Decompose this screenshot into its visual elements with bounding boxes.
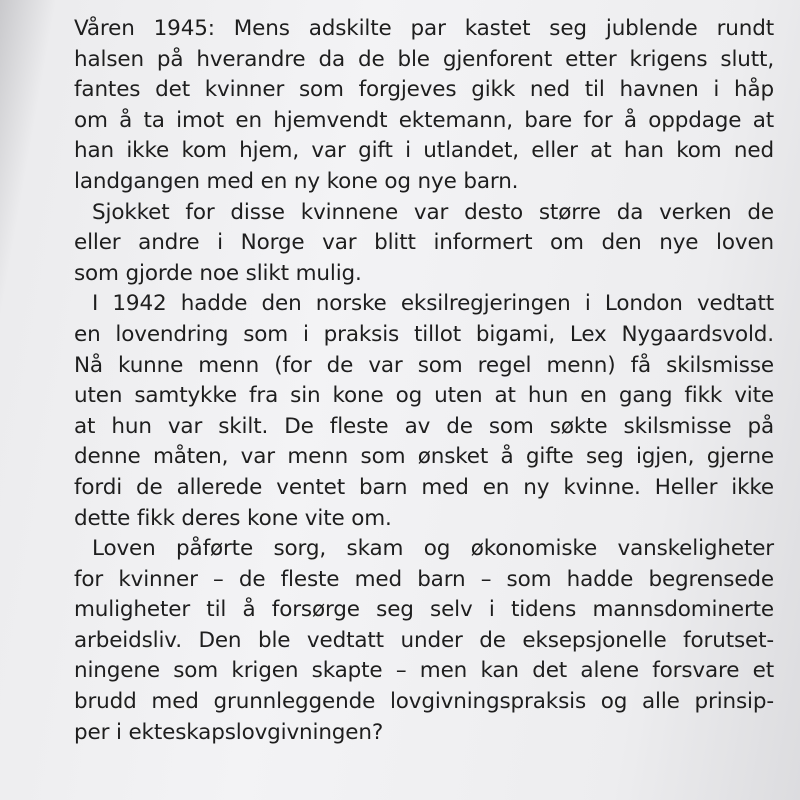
text-line: fantes det kvinner som forgjeves gikk ned til havnen i håp xyxy=(74,77,774,103)
text-line: at hun var skilt. De fleste av de som søkte skilsmisse på xyxy=(74,413,774,439)
text-line: Våren 1945: Mens adskilte par kastet seg jublende rundt xyxy=(74,16,774,41)
text-line: arbeidsliv. Den ble vedtatt under de eksepsjonelle forutset- xyxy=(74,627,774,653)
paragraph-4 xyxy=(74,534,774,748)
paragraph-2 xyxy=(74,198,774,290)
text-line: brudd med grunnleggende lovgivningspraksis og alle prinsip- xyxy=(74,689,774,715)
paragraph-3 xyxy=(74,289,774,534)
text-line: for kvinner – de fleste med barn – som hadde begrensede xyxy=(74,566,774,592)
text-line: muligheter til å forsørge seg selv i tidens mannsdominerte xyxy=(74,597,774,623)
text-line: uten samtykke fra sin kone og uten at hun en gang fikk vite xyxy=(74,383,774,409)
text-line: Sjokket for disse kvinnene var desto større da verken de xyxy=(92,199,774,225)
text-line: eller andre i Norge var blitt informert om den nye loven xyxy=(74,230,774,256)
text-line: Loven påførte sorg, skam og økonomiske vanskeligheter xyxy=(92,536,774,562)
text-line: han ikke kom hjem, var gift i utlandet, eller at han kom ned xyxy=(74,138,774,164)
text-line: fordi de allerede ventet barn med en ny kvinne. Heller ikke xyxy=(74,474,774,500)
text-line: I 1942 hadde den norske eksilregjeringen i London vedtatt xyxy=(92,291,774,317)
text-line: om å ta imot en hjemvendt ektemann, bare for å oppdage at xyxy=(74,107,774,133)
body-text xyxy=(74,14,774,748)
text-line: landgangen med en ny kone og nye barn. xyxy=(74,168,519,194)
text-line: en lovendring som i praksis tillot bigami, Lex Nygaardsvold. xyxy=(74,321,774,347)
text-line: ningene som krigen skapte – men kan det alene forsvare et xyxy=(74,658,774,684)
text-line: Nå kunne menn (for de var som regel menn) få skilsmisse xyxy=(74,352,774,378)
text-line: halsen på hverandre da de ble gjenforent etter krigens slutt, xyxy=(74,46,774,72)
paragraph-1 xyxy=(74,14,774,198)
text-line: per i ekteskapslovgivningen? xyxy=(74,719,384,745)
text-line: dette fikk deres kone vite om. xyxy=(74,505,392,531)
text-line: som gjorde noe slikt mulig. xyxy=(74,260,362,286)
text-line: denne måten, var menn som ønsket å gifte seg igjen, gjerne xyxy=(74,444,774,470)
